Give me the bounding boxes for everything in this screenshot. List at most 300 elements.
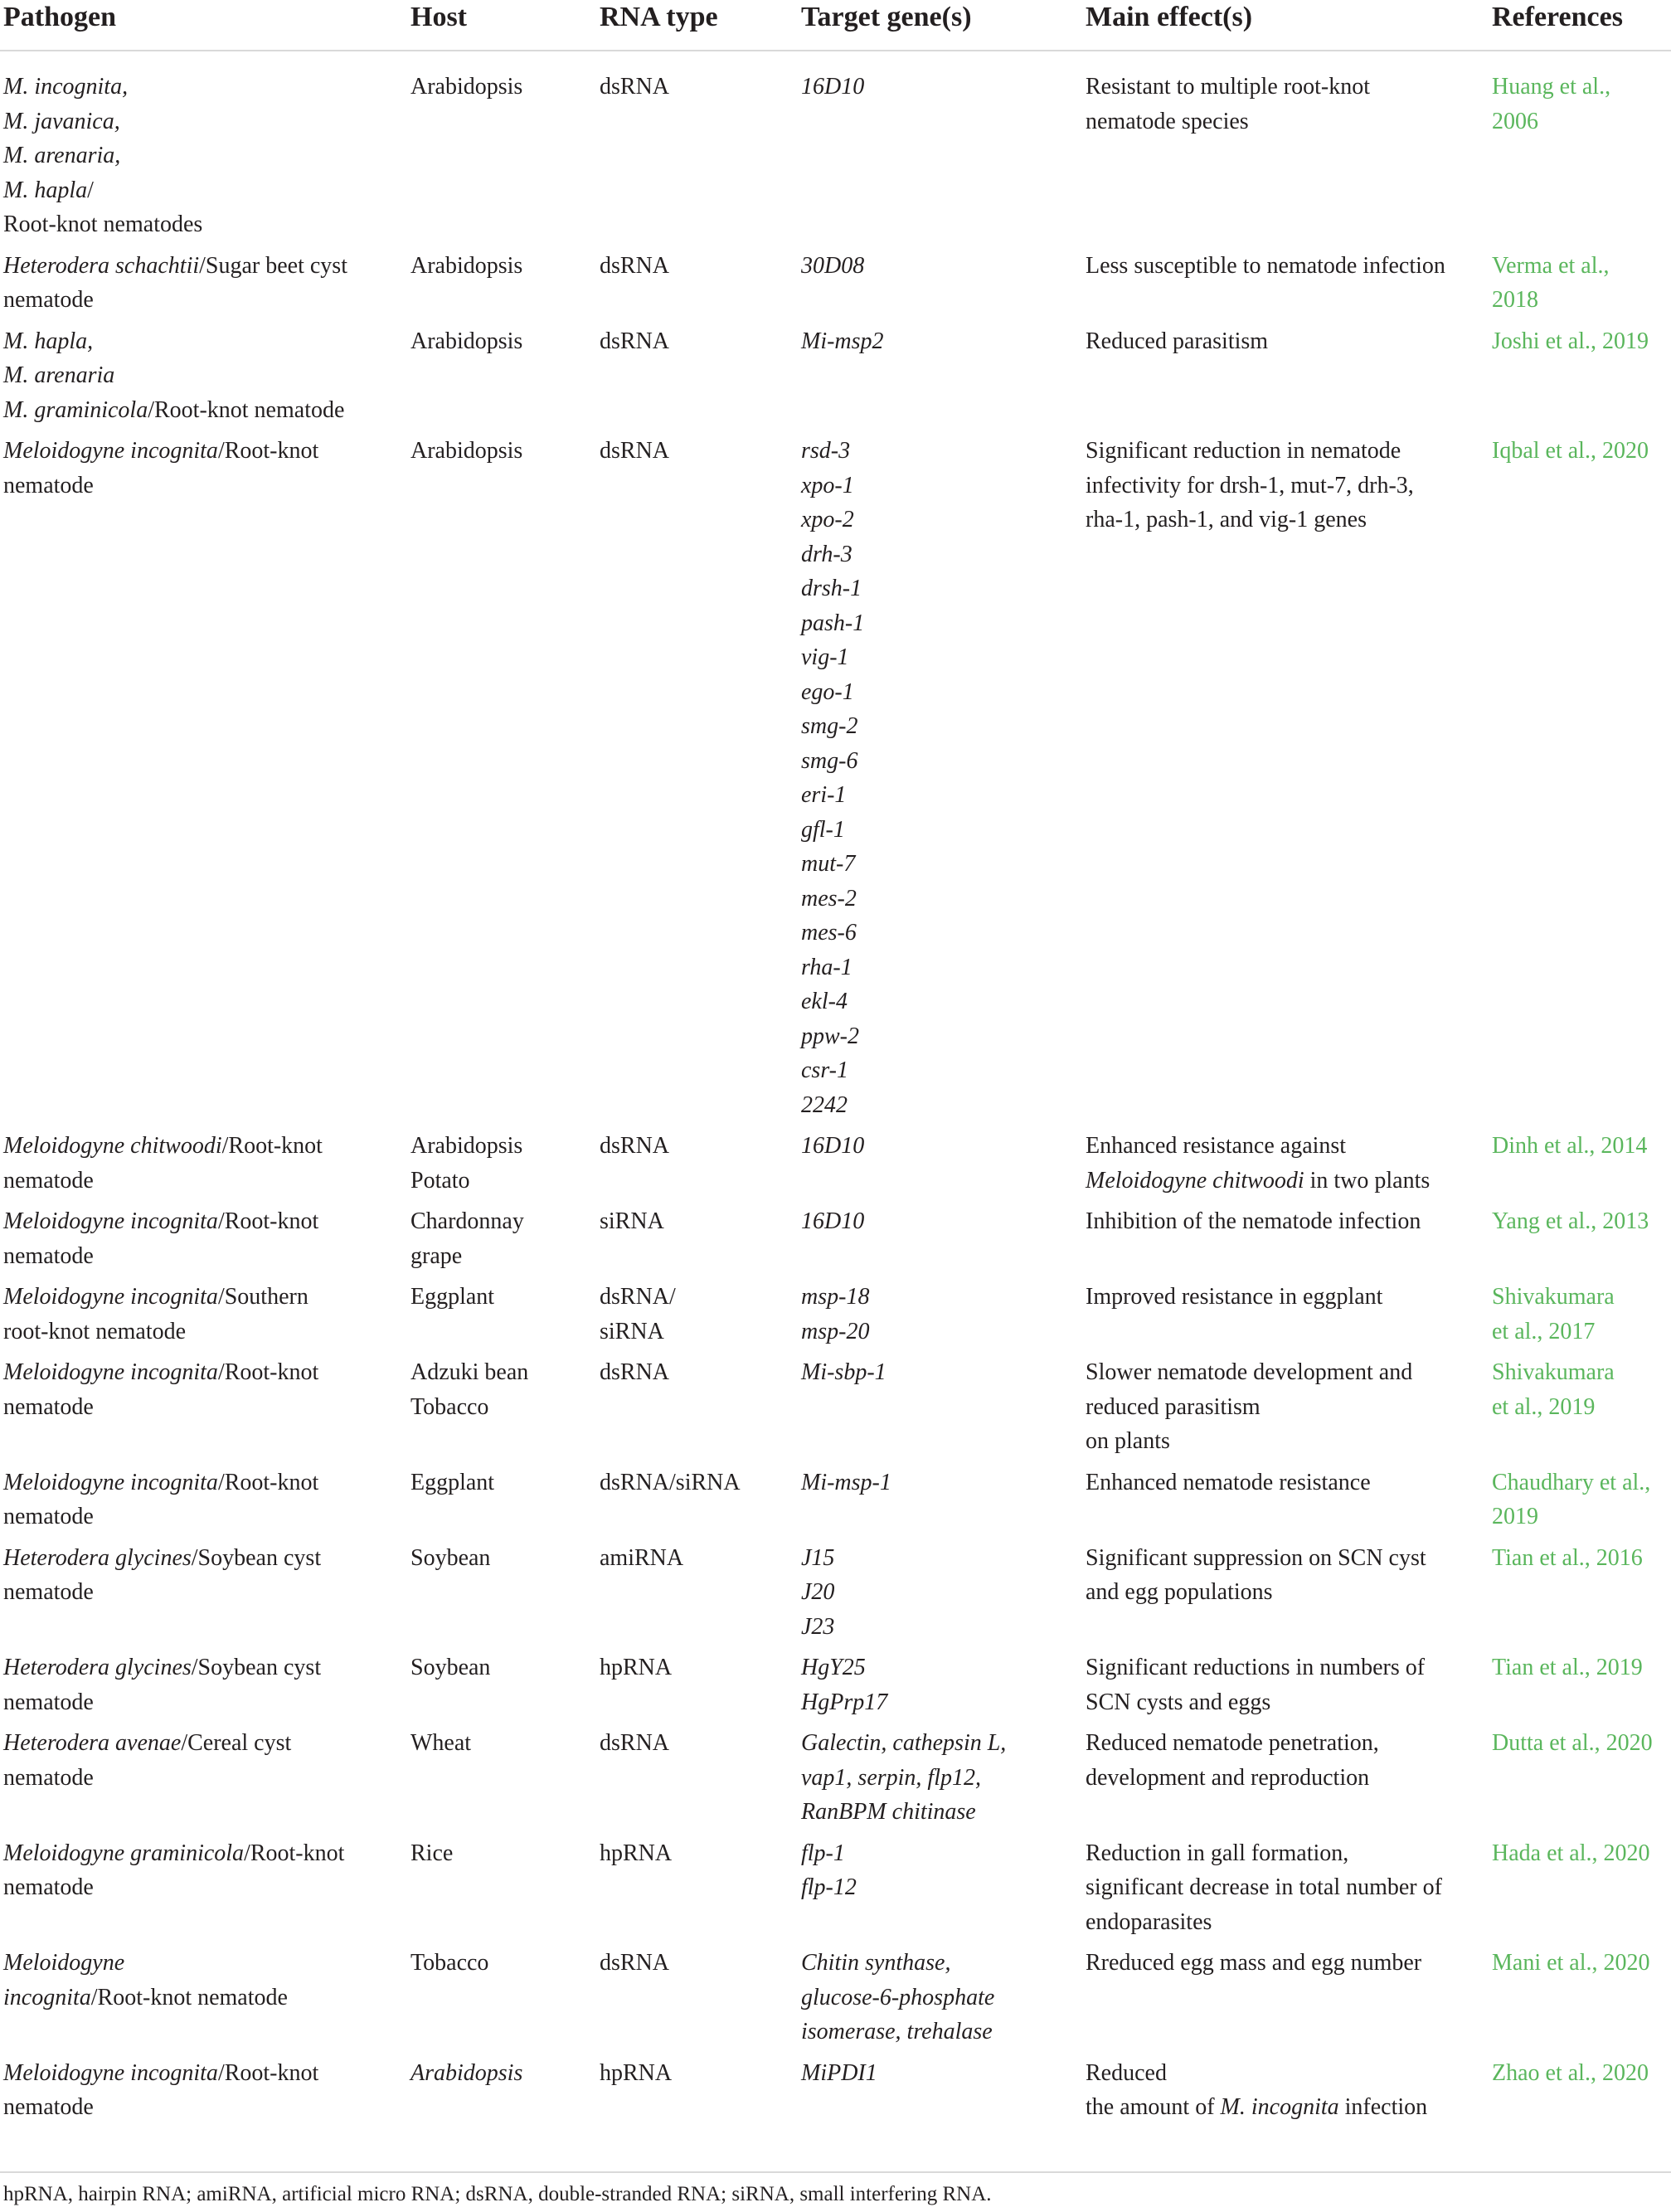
text-segment: dsRNA/siRNA xyxy=(600,1469,741,1495)
text-segment: endoparasites xyxy=(1086,1908,1212,1935)
text-segment: hpRNA xyxy=(600,2059,673,2086)
text-segment: drh-3 xyxy=(801,541,853,567)
text-segment: eri-1 xyxy=(801,782,847,808)
text-segment: Heterodera schachtii xyxy=(3,252,200,279)
text-segment: siRNA xyxy=(600,1208,664,1234)
cell-line xyxy=(801,882,1074,916)
rna-type-cell xyxy=(596,246,798,321)
text-segment: dsRNA xyxy=(600,1133,670,1159)
cell-line xyxy=(3,393,399,428)
main-effect-cell xyxy=(1082,51,1489,246)
header-pathogen: Pathogen xyxy=(0,0,407,51)
pathogen-cell xyxy=(0,430,407,1125)
text-segment: Reduced parasitism xyxy=(1086,328,1269,354)
cell-line xyxy=(3,434,399,469)
cell-line xyxy=(410,1541,588,1576)
text-segment: siRNA xyxy=(600,1318,664,1344)
cell-line xyxy=(1086,2056,1480,2091)
text-segment: J15 xyxy=(801,1544,835,1571)
text-segment: drsh-1 xyxy=(801,576,862,601)
cell-line xyxy=(801,640,1074,675)
text-segment: Reduced xyxy=(1086,2059,1167,2086)
main-effect-cell xyxy=(1082,2053,1489,2128)
target-genes-cell xyxy=(798,246,1082,321)
target-genes-cell xyxy=(798,51,1082,246)
table-row xyxy=(0,51,1671,246)
main-effect-cell xyxy=(1082,1462,1489,1538)
text-segment: Meloidogyne incognita xyxy=(3,1208,218,1234)
text-segment: M. hapla, xyxy=(3,328,94,354)
text-segment: mes-6 xyxy=(801,920,857,946)
main-effect-cell xyxy=(1082,1942,1489,2053)
cell-line xyxy=(3,1280,399,1315)
pathogen-cell xyxy=(0,1723,407,1833)
cell-line xyxy=(801,1981,1074,2015)
text-segment: /Root-knot xyxy=(217,2059,319,2086)
reference-link[interactable]: Tian et al., 2019 xyxy=(1492,1655,1643,1680)
cell-line xyxy=(801,1650,1074,1685)
cell-line xyxy=(410,249,588,284)
cell-line xyxy=(410,1129,588,1164)
cell-line xyxy=(1086,1946,1480,1981)
cell-line xyxy=(1086,1129,1480,1164)
header-target-genes: Target gene(s) xyxy=(798,0,1082,51)
reference-link[interactable]: 2019 xyxy=(1492,1504,1538,1529)
main-effect-cell xyxy=(1082,1647,1489,1723)
cell-line xyxy=(3,249,399,284)
cell-line xyxy=(801,434,1074,469)
target-genes-cell xyxy=(798,1352,1082,1462)
cell-line xyxy=(1086,1685,1480,1720)
cell-line xyxy=(3,1575,399,1610)
cell-line xyxy=(3,1239,399,1274)
table-row xyxy=(0,1538,1671,1648)
pathogen-cell xyxy=(0,1538,407,1648)
reference-cell xyxy=(1489,1942,1671,2053)
text-segment: nematode species xyxy=(1086,108,1249,134)
text-segment: Arabidopsis xyxy=(410,438,523,464)
table-row xyxy=(0,1723,1671,1833)
text-segment: rha-1, pash-1, and vig-1 genes xyxy=(1086,507,1367,532)
rna-type-cell xyxy=(596,1276,798,1352)
text-segment: M. javanica, xyxy=(3,108,120,134)
cell-line xyxy=(801,1836,1074,1871)
reference-cell xyxy=(1489,430,1671,1125)
cell-line xyxy=(600,1650,789,1685)
text-segment: RanBPM chitinase xyxy=(801,1799,976,1825)
text-segment: Arabidopsis xyxy=(410,2059,523,2086)
cell-line xyxy=(801,2056,1074,2091)
reference-cell xyxy=(1489,246,1671,321)
cell-line xyxy=(801,606,1074,641)
text-segment: Chitin synthase, xyxy=(801,1950,951,1976)
reference-link[interactable]: Huang et al., xyxy=(1492,74,1611,100)
cell-line xyxy=(600,1280,789,1315)
text-segment: Meloidogyne chitwoodi xyxy=(1086,1167,1304,1194)
reference-cell xyxy=(1489,51,1671,246)
text-segment: the amount of xyxy=(1086,2094,1221,2120)
table-row xyxy=(0,1352,1671,1462)
cell-line xyxy=(1086,469,1480,503)
cell-line xyxy=(410,1946,588,1981)
cell-line xyxy=(1086,503,1480,537)
text-segment: hpRNA xyxy=(600,1840,673,1866)
cell-line xyxy=(801,537,1074,572)
cell-line xyxy=(801,1726,1074,1761)
cell-line xyxy=(3,1466,399,1500)
text-segment: vap1, serpin, flp12, xyxy=(801,1764,981,1791)
host-cell xyxy=(407,51,596,246)
cell-line xyxy=(801,1355,1074,1390)
pathogen-cell xyxy=(0,2053,407,2128)
reference-link[interactable]: Shivakumara xyxy=(1492,1359,1615,1385)
text-segment: nematode xyxy=(3,1689,94,1715)
target-genes-cell xyxy=(798,2053,1082,2128)
target-genes-cell xyxy=(798,1125,1082,1201)
table-row xyxy=(0,1125,1671,1201)
text-segment: Less susceptible to nematode infection xyxy=(1086,252,1445,279)
cell-line xyxy=(1086,70,1480,105)
text-segment: nematode xyxy=(3,287,94,313)
cell-line xyxy=(600,1204,789,1239)
rna-type-cell xyxy=(596,1125,798,1201)
reference-link[interactable]: Hada et al., 2020 xyxy=(1492,1840,1650,1866)
cell-line xyxy=(410,2056,588,2091)
text-segment: Tobacco xyxy=(410,1393,489,1420)
cell-line xyxy=(3,1870,399,1905)
text-segment: mut-7 xyxy=(801,851,856,877)
text-segment: /Root-knot nematode xyxy=(148,396,345,423)
text-segment: Tobacco xyxy=(410,1950,489,1976)
cell-line xyxy=(1086,1836,1480,1871)
target-genes-cell xyxy=(798,1723,1082,1833)
text-segment: rha-1 xyxy=(801,954,853,980)
text-segment: dsRNA xyxy=(600,74,670,100)
cell-line xyxy=(3,1500,399,1534)
text-segment: amiRNA xyxy=(600,1544,684,1571)
cell-line xyxy=(600,1315,789,1349)
cell-line xyxy=(801,469,1074,503)
cell-line xyxy=(3,324,399,359)
reference-link[interactable]: Shivakumara xyxy=(1492,1284,1615,1310)
host-cell xyxy=(407,2053,596,2128)
pathogen-cell xyxy=(0,1462,407,1538)
pathogen-cell xyxy=(0,1647,407,1723)
cell-line xyxy=(3,1981,399,2015)
cell-line xyxy=(3,1541,399,1576)
text-segment: significant decrease in total number of xyxy=(1086,1874,1442,1900)
cell-line xyxy=(1086,1575,1480,1610)
reference-link[interactable]: 2018 xyxy=(1492,287,1538,313)
cell-line xyxy=(801,249,1074,284)
reference-link[interactable]: Chaudhary et al., xyxy=(1492,1469,1651,1495)
text-segment: glucose-6-phosphate xyxy=(801,1984,995,2010)
main-effect-cell xyxy=(1082,246,1489,321)
cell-line xyxy=(600,324,789,359)
text-segment: HgY25 xyxy=(801,1655,866,1680)
text-segment: Arabidopsis xyxy=(410,1133,523,1159)
cell-line xyxy=(600,434,789,469)
header-main-effects: Main effect(s) xyxy=(1082,0,1489,51)
cell-line xyxy=(801,70,1074,105)
text-segment: Meloidogyne incognita xyxy=(3,1359,218,1385)
pathogen-cell xyxy=(0,246,407,321)
rna-type-cell xyxy=(596,1462,798,1538)
text-segment: dsRNA xyxy=(600,252,670,279)
text-segment: on plants xyxy=(1086,1428,1170,1454)
text-segment: Reduced nematode penetration, xyxy=(1086,1730,1379,1756)
text-segment: Meloidogyne xyxy=(3,1950,125,1976)
reference-link[interactable]: Dutta et al., 2020 xyxy=(1492,1730,1653,1756)
reference-link[interactable]: Zhao et al., 2020 xyxy=(1492,2059,1649,2086)
pathogen-cell xyxy=(0,1201,407,1276)
cell-line xyxy=(600,1946,789,1981)
reference-link[interactable]: et al., 2019 xyxy=(1492,1393,1596,1420)
cell-line xyxy=(410,434,588,469)
target-genes-cell xyxy=(798,1201,1082,1276)
text-segment: dsRNA xyxy=(600,438,670,464)
text-segment: dsRNA xyxy=(600,1359,670,1385)
cell-line xyxy=(3,70,399,105)
cell-line xyxy=(3,1946,399,1981)
text-segment: nematode xyxy=(3,1579,94,1605)
text-segment: M. hapla xyxy=(3,177,88,203)
host-cell xyxy=(407,1647,596,1723)
text-segment: Soybean xyxy=(410,1544,491,1571)
header-references: References xyxy=(1489,0,1671,51)
text-segment: Heterodera glycines xyxy=(3,1655,192,1680)
cell-line xyxy=(801,2015,1074,2049)
cell-line xyxy=(801,1053,1074,1088)
text-segment: and egg populations xyxy=(1086,1579,1273,1605)
text-segment: Mi-msp2 xyxy=(801,328,884,354)
cell-line xyxy=(3,358,399,393)
cell-line xyxy=(801,1541,1074,1576)
reference-link[interactable]: Tian et al., 2016 xyxy=(1492,1544,1643,1571)
cell-line xyxy=(1086,1355,1480,1390)
table-body xyxy=(0,51,1671,2128)
text-segment: 16D10 xyxy=(801,1133,865,1159)
target-genes-cell xyxy=(798,1538,1082,1648)
text-segment: vig-1 xyxy=(801,644,849,670)
cell-line xyxy=(1086,434,1480,469)
cell-line xyxy=(600,70,789,105)
text-segment: Soybean xyxy=(410,1655,491,1680)
text-segment: nematode xyxy=(3,1393,94,1420)
main-effect-cell xyxy=(1082,1276,1489,1352)
table-header-row xyxy=(0,0,1671,51)
text-segment: nematode xyxy=(3,1764,94,1791)
table-row xyxy=(0,1942,1671,2053)
text-segment: Galectin, cathepsin L, xyxy=(801,1730,1007,1756)
reference-link[interactable]: Mani et al., 2020 xyxy=(1492,1950,1650,1976)
cell-line xyxy=(3,1761,399,1796)
text-segment: infection xyxy=(1338,2094,1428,2120)
pathogen-cell xyxy=(0,321,407,431)
text-segment: pash-1 xyxy=(801,610,865,636)
cell-line xyxy=(410,1204,588,1239)
cell-line xyxy=(3,2090,399,2125)
target-genes-cell xyxy=(798,1276,1082,1352)
cell-line xyxy=(3,1129,399,1164)
text-segment: flp-1 xyxy=(801,1840,845,1866)
text-segment: Resistant to multiple root-knot xyxy=(1086,74,1370,100)
reference-link[interactable]: 2006 xyxy=(1492,108,1538,134)
host-cell xyxy=(407,1942,596,2053)
cell-line xyxy=(801,916,1074,950)
text-segment: msp-20 xyxy=(801,1318,870,1344)
text-segment: Meloidogyne graminicola xyxy=(3,1840,245,1866)
text-segment: /Sugar beet cyst xyxy=(199,252,347,279)
reference-cell xyxy=(1489,1723,1671,1833)
cell-line xyxy=(1086,1164,1480,1198)
cell-line xyxy=(801,1761,1074,1796)
cell-line xyxy=(3,1315,399,1349)
reference-cell xyxy=(1489,1833,1671,1943)
cell-line xyxy=(1086,2090,1480,2125)
text-segment: Reduction in gall formation, xyxy=(1086,1840,1349,1866)
table-row xyxy=(0,2053,1671,2128)
rna-type-cell xyxy=(596,1942,798,2053)
text-segment: / xyxy=(87,177,94,203)
host-cell xyxy=(407,246,596,321)
cell-line xyxy=(801,950,1074,985)
reference-link[interactable]: Iqbal et al., 2020 xyxy=(1492,438,1649,464)
cell-line xyxy=(3,1204,399,1239)
cell-line xyxy=(801,1019,1074,1054)
text-segment: gfl-1 xyxy=(801,816,845,843)
text-segment: /Cereal cyst xyxy=(181,1730,292,1756)
text-segment: smg-6 xyxy=(801,747,858,774)
text-segment: J23 xyxy=(801,1613,835,1640)
cell-line xyxy=(1086,324,1480,359)
text-segment: hpRNA xyxy=(600,1655,673,1680)
text-segment: M. graminicola xyxy=(3,396,148,423)
cell-line xyxy=(600,1726,789,1761)
text-segment: Arabidopsis xyxy=(410,74,523,100)
main-effect-cell xyxy=(1082,1833,1489,1943)
cell-line xyxy=(1086,105,1480,139)
cell-line xyxy=(410,1280,588,1315)
reference-link[interactable]: Joshi et al., 2019 xyxy=(1492,328,1649,354)
text-segment: /Soybean cyst xyxy=(191,1544,322,1571)
table-row xyxy=(0,1276,1671,1352)
main-effect-cell xyxy=(1082,1125,1489,1201)
text-segment: /Root-knot xyxy=(217,1469,319,1495)
main-effect-cell xyxy=(1082,430,1489,1125)
host-cell xyxy=(407,1723,596,1833)
cell-line xyxy=(410,1650,588,1685)
text-segment: Root-knot nematodes xyxy=(3,211,203,237)
text-segment: /Southern xyxy=(217,1284,308,1310)
cell-line xyxy=(3,1164,399,1198)
text-segment: Wheat xyxy=(410,1730,472,1756)
text-segment: M. incognita xyxy=(1220,2094,1339,2120)
text-segment: 2242 xyxy=(801,1091,848,1118)
cell-line xyxy=(1086,1280,1480,1315)
text-segment: Rice xyxy=(410,1840,454,1866)
target-genes-cell xyxy=(798,1942,1082,2053)
text-segment: Significant suppression on SCN cyst xyxy=(1086,1544,1426,1571)
text-segment: Improved resistance in eggplant xyxy=(1086,1284,1383,1310)
host-cell xyxy=(407,1201,596,1276)
cell-line xyxy=(410,1726,588,1761)
text-segment: Meloidogyne incognita xyxy=(3,2059,218,2086)
text-segment: Meloidogyne chitwoodi xyxy=(3,1133,222,1159)
text-segment: mes-2 xyxy=(801,885,857,912)
text-segment: Rreduced egg mass and egg number xyxy=(1086,1950,1422,1976)
reference-cell xyxy=(1489,1538,1671,1648)
host-cell xyxy=(407,321,596,431)
text-segment: Meloidogyne incognita xyxy=(3,438,218,464)
table-row xyxy=(0,1462,1671,1538)
cell-line xyxy=(1086,249,1480,284)
cell-line xyxy=(3,1685,399,1720)
header-host: Host xyxy=(407,0,596,51)
text-segment: SCN cysts and eggs xyxy=(1086,1689,1271,1715)
text-segment: J20 xyxy=(801,1579,835,1605)
text-segment: Inhibition of the nematode infection xyxy=(1086,1208,1421,1234)
host-cell xyxy=(407,430,596,1125)
text-segment: nematode xyxy=(3,1874,94,1900)
host-cell xyxy=(407,1352,596,1462)
cell-line xyxy=(1086,1761,1480,1796)
cell-line xyxy=(801,571,1074,606)
text-segment: MiPDI1 xyxy=(801,2059,877,2086)
cell-line xyxy=(410,1466,588,1500)
text-segment: Heterodera glycines xyxy=(3,1544,192,1571)
reference-link[interactable]: et al., 2017 xyxy=(1492,1318,1596,1344)
table-row xyxy=(0,246,1671,321)
cell-line xyxy=(3,1355,399,1390)
text-segment: 16D10 xyxy=(801,74,865,100)
text-segment: Mi-sbp-1 xyxy=(801,1359,887,1385)
cell-line xyxy=(3,139,399,173)
reference-link[interactable]: Dinh et al., 2014 xyxy=(1492,1133,1648,1159)
pathogen-cell xyxy=(0,1833,407,1943)
target-genes-cell xyxy=(798,1462,1082,1538)
text-segment: M. incognita, xyxy=(3,74,129,100)
cell-line xyxy=(801,1315,1074,1349)
target-genes-cell xyxy=(798,430,1082,1125)
target-genes-cell xyxy=(798,321,1082,431)
cell-line xyxy=(600,1129,789,1164)
text-segment: Chardonnay xyxy=(410,1208,524,1234)
cell-line xyxy=(3,105,399,139)
rna-type-cell xyxy=(596,430,798,1125)
text-segment: M. arenaria xyxy=(3,362,115,388)
reference-link[interactable]: Verma et al., xyxy=(1492,252,1610,279)
reference-cell xyxy=(1489,321,1671,431)
text-segment: nematode xyxy=(3,1242,94,1269)
reference-link[interactable]: Yang et al., 2013 xyxy=(1492,1208,1649,1234)
text-segment: csr-1 xyxy=(801,1057,848,1083)
rna-type-cell xyxy=(596,1723,798,1833)
pathogen-cell xyxy=(0,51,407,246)
text-segment: Eggplant xyxy=(410,1284,495,1310)
cell-line xyxy=(1086,1870,1480,1905)
cell-line xyxy=(3,1650,399,1685)
cell-line xyxy=(801,813,1074,848)
rna-type-cell xyxy=(596,1352,798,1462)
cell-line xyxy=(1086,1466,1480,1500)
cell-line xyxy=(801,744,1074,779)
cell-line xyxy=(1086,1424,1480,1459)
cell-line xyxy=(1086,1905,1480,1940)
text-segment: Significant reduction in nematode xyxy=(1086,438,1401,464)
table-row xyxy=(0,430,1671,1125)
main-effect-cell xyxy=(1082,1352,1489,1462)
